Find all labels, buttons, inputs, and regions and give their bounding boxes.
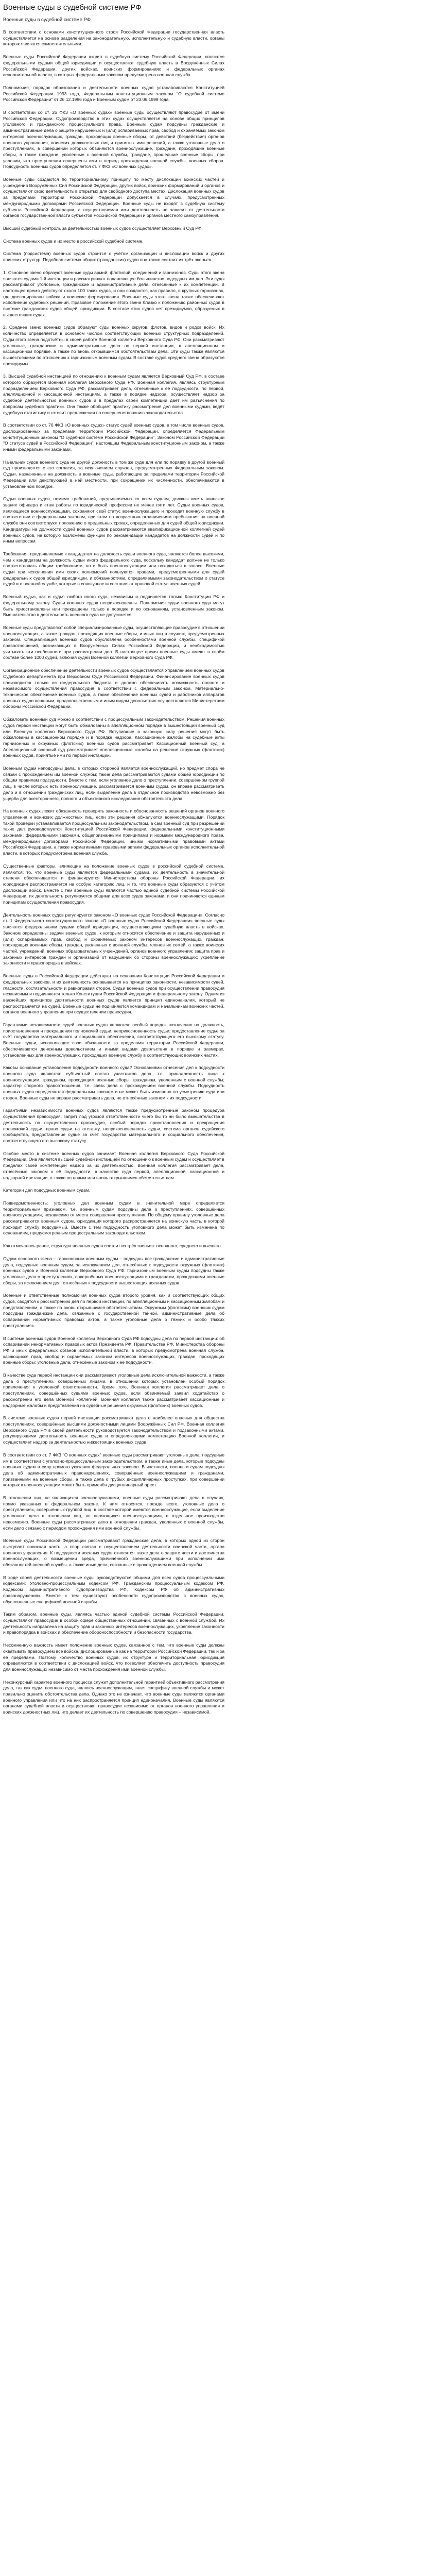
paragraph: 3. Высшей судебной инстанцией по отношению к военным судам является Верховный Суд РФ, в составе которого образуется Военная коллегия Верховного Суда РФ. Военная коллегия, являясь структурным подразделением Верховного Суда РФ, рассматривает дела, отнесённые к её подсудности, по первой, апелляционной и кассационной инстанциям, а также в порядке надзора, осуществляет надзор за судебной деятельностью военных судов и в пределах своей компетенции даёт им разъяснения по вопросам судебной практики. Она также обобщает практику рассмотрения дел военными судами, ведёт судебную статистику и готовит предложения по совершенствованию законодательства. <box>3 374 224 415</box>
paragraph: Высший судебный контроль за деятельностью военных судов осуществляет Верховный Суд РФ. <box>3 225 203 231</box>
paragraph: В ходе своей деятельности военные суды руководствуются общими для всех судов процессуальными кодексами: Уголовно-процессуальным кодексом РФ, Гражданским процессуальным кодексом РФ, Кодексом административного судопроизводства РФ, Кодексом РФ об административных правонарушениях. Вместе с тем существуют особенности судопроизводства в военных судах, обусловленные спецификой военной службы. <box>3 1574 224 1604</box>
paragraph: 2. Среднее звено военных судов образуют суды военных округов, флотов, видов и родов войск. Их количество определяется в основном числом соответствующих военных структурных подразделений. Суды этого звена подотчётны в своей работе Военной коллегии Верховного Суда РФ. Они рассматривают уголовные, гражданские и административные дела по первой инстанции, в апелляционном и кассационном порядке, а также по вновь открывшимся обстоятельствам дела. Эти суды также являются вышестоящими по отношению к гарнизонным военным судам. В составе судов среднего звена образуются президиумы. <box>3 325 224 366</box>
paragraph: 1. Основное звено образуют военные суды армий, флотилий, соединений и гарнизонов. Суды этого звена являются судами 1-й инстанции и рассматривают подавляющее большинство подсудных им дел. Эти суды рассматривают уголовные, гражданские и административные дела, отнесённые к их компетенции. В настоящее время действуют около 100 таких судов, и они создаются, как правило, в крупных гарнизонах, где дислоцированы войска и воинские формирования. Военные суды этого звена также обеспечивают исполнение судебных решений. Правовое положение этого звена близко к положению районных судов в системе гражданских судов общей юрисдикции. В составе этих судов нет президиумов, образуемых в вышестоящих судах. <box>3 269 224 317</box>
paragraph: В соответствии со ст. 7 ФКЗ "О военных судах" военные суды рассматривают уголовные дела, подсудные им в соответствии с уголовно-процессуальным законодательством, а также иные дела, которые подсудны военным судам в силу прямого указания федеральных законов. В частности, военным судам подсудны дела об административных правонарушениях, совершённых военнослужащими и гражданами, призванными на военные сборы, а также дела о грубых дисциплинарных проступках, при совершении которых к военнослужащим может быть применён дисциплинарный арест. <box>3 1452 224 1488</box>
paragraph: Военные суды Российской Федерации рассматривают гражданские дела, в которых одной из сторон выступает воинская часть, а спор связан с осуществлением деятельности воинской части, органа военного управления. К подсудности военных судов относятся также дела о защите чести и достоинства военнослужащих, о возмещении вреда, причинённого военнослужащими при исполнении ими обязанностей военной службы, а также иные дела, связанные с прохождением военной службы. <box>3 1538 224 1568</box>
paragraph: Полномочия, порядок образования и деятельности военных судов устанавливаются Конституцией Российской Федерации 1993 года, Федеральным конституционным законом "О судебной системе Российской Федерации" от 26.12.1996 года и Военным судом от 23.06.1999 года. <box>3 84 224 103</box>
paragraph: Судам основного звена – гарнизонным военным судам – подсудны все гражданские и административные дела, подсудные военным судам, за исключением дел, отнесённых к подсудности окружных (флотских) военных судов и Военной коллегии Верховного Суда РФ. Гарнизонным военным судам подсудны также уголовные дела о преступлениях, совершённых военнослужащими и гражданами, проходящими военные сборы, за исключением дел, отнесённых к подсудности вышестоящих военных судов. <box>3 1256 224 1285</box>
paragraph: Существенные факторы, влияющие на положение военных судов в российской судебной системе, являются: то, что военные суды являются федеральными судами, их деятельность в значительной степени обеспечивается и финансируется Министерством обороны Российской Федерации, их юрисдикция распространяется на особую категорию лиц, и то, что военные суды образуются с учётом дислокации войск. Вместе с тем военные суды являются частью единой судебной системы Российской Федерации, их деятельность регулируется общими для всех судов законами, и они подчиняются единым принципам осуществления правосудия. <box>3 863 224 905</box>
paragraph: Категории дел подсудных военным судам. <box>3 1188 91 1193</box>
paragraph: Судьи военных судов, помимо требований, предъявляемых ко всем судьям, должны иметь воинское звание офицера и стаж работы по юридической профессии не менее пяти лет. Судьи военных судов, являющиеся военнослужащими, сохраняют свой статус военнослужащего и проходят военную службу в соответствии с федеральным законом, при этом по возрастным ограничениям пребывания на военной службе они соответствуют положению о предельных сроках, определенных для судей общей юрисдикции. Кандидатуры на должности судей военных судов рассматриваются квалификационной коллегией судей военных судов, на которую возложены функции по рекомендации кандидатов на должности судей и по иным вопросам. <box>3 496 224 544</box>
paragraph: В качестве суда первой инстанции они рассматривают уголовные дела исключительной важности, а также дела о преступлениях, совершённых лицами, в отношении которых установлен особый порядок привлечения к уголовной ответственности. Кроме того, Военная коллегия рассматривает дела о преступлениях, совершённых судьями военных судов, если обвиняемый заявил ходатайство о рассмотрении его дела Военной коллегией. Военная коллегия также рассматривает кассационные и надзорные жалобы и представления на судебные решения окружных (флотских) военных судов. <box>3 1372 224 1408</box>
page-title: Военные суды в судебной системе РФ <box>3 3 142 12</box>
paragraph: Военные суды создаются по территориальному принципу по месту дислокации воинских частей и учреждений Вооружённых Сил Российской Федерации, других войск, воинских формирований и органов и осуществляют свою деятельность в открытых для свободного доступа местах. Дислокация военных судов за пределами территории Российской Федерации допускается в случаях, предусмотренных международными договорами Российской Федерации. Военные суды не входят в судебную систему субъекта Российской Федерации, а осуществляемая ими деятельность не зависит от деятельности органов государственной власти субъектов Российской Федерации и органов местного самоуправления. <box>3 177 224 218</box>
paragraph: Начальник судов военного суда не другой должность в том же суде для или по порядку в другой военный суд производятся с его согласия, за исключением случаев, предусмотренных Федеральным законом. Судьи, назначенные на должность в военные суды, работающие за пределами территории Российской Федерации или действующей в ней местности, при сокращении их численности, обеспечиваются в установленном порядке. <box>3 459 224 489</box>
paragraph: В соответствии со ст. 26 ФКЗ «О военных судах» военные суды осуществляют правосудие от имени Российской Федерации. Судопроизводство в этих судах осуществляется на основе общих принципов уголовного и гражданского процессуального права. Военным судам подсудны гражданские и административные дела о защите нарушенных и (или) оспариваемых прав, свобод и охраняемых законом интересов военнослужащих, граждан, проходящих военные сборы, от действий (бездействия) органов военного управления, воинских должностных лиц и принятых ими решений, а также уголовные дела о преступлениях, в совершении которых обвиняются военнослужащие, граждане, проходящие военные сборы, а также граждане, уволенные с военной службы, граждане, прошедшие военные сборы, при условии, что преступления совершены ими в период прохождения военной службы, военных сборов. Подсудность военных судов определяется ст. 7 ФКЗ «О военных судах». <box>3 110 224 170</box>
paragraph: В отношении лиц, не являющихся военнослужащими, военные суды рассматривают дела в случаях, прямо указанных в федеральном законе. К ним относятся, прежде всего, уголовные дела о преступлениях, совершённых группой лиц, в составе которой имеются военнослужащие, если выделение уголовного дела в отношении лиц, не являющихся военнослужащими, в отдельное производство невозможно. Военные суды рассматривают дела в отношении граждан, уволенных с военной службы, если дело связано с периодом прохождения ими военной службы. <box>3 1495 224 1531</box>
page-subtitle: Военные суды в судебной системе РФ <box>3 17 91 23</box>
paragraph: Военные суды Российской Федерации входят в судебную систему Российской Федерации, являются федеральными судами общей юрисдикции и осуществляют судебную власть в Вооружённых Силах Российской Федерации, других войсках, воинских формированиях и федеральных органах исполнительной власти, в которых федеральным законом предусмотрена военная служба. <box>3 54 224 78</box>
article-body <box>3 29 224 1716</box>
paragraph: В соответствии с основами конституционного строя Российской Федерации государственная власть осуществляется на основе разделения на законодательную, исполнительную и судебную власти, органы которых являются самостоятельными. <box>3 29 224 47</box>
paragraph: Военные суды представляют собой специализированные суды, осуществляющие правосудие в отношении военнослужащих, а также граждан, проходящих военные сборы, и иных лиц в случаях, предусмотренных законом. Специализация военных судов обусловлена особенностями военной службы, спецификой правоотношений, возникающих в Вооружённых Силах Российской Федерации, и необходимостью учитывать эти особенности при рассмотрении дел. В настоящее время военные суды имеют в своём составе более 1000 судей, включая судей Военной коллегии Верховного Суда РФ. <box>3 624 225 660</box>
paragraph: Подведомственность: уголовных дел военным судам в значительной мере определяется территориальным признаком, т.е. военным судам подсудны дела о преступлениях, совершённых военнослужащими, независимо от места совершения преступления. По общему правилу уголовные дела рассматриваются военным судом, юрисдикция которого распространяется на воинскую часть, в которой проходит службу подсудимый. Вместе с тем подсудность уголовного дела может быть изменена по основаниям, предусмотренным процессуальным законодательством. <box>3 1200 224 1236</box>
paragraph: Гарантиями независимости военных судов являются также предусмотренные законом процедура осуществления правосудия, запрет под угрозой ответственности чьего бы то ни было вмешательства в деятельность по осуществлению правосудия, особый порядок приостановления и прекращения полномочий судьи, право судьи на отставку, неприкосновенность судьи, система органов судейского сообщества, предоставление судье за счёт государства материального и социального обеспечения, соответствующего его высокому статусу. <box>3 1108 224 1143</box>
paragraph: В системе военных судов Военной коллегии Верховного Суда РФ подсудны дела по первой инстанции: об оспаривании ненормативных правовых актов Президента РФ, Правительства РФ, Министерства обороны РФ и иных федеральных органов исполнительной власти, в которых предусмотрена военная служба, касающихся прав, свобод и охраняемых законом интересов военнослужащих, граждан, проходящих военные сборы; уголовные дела, отнесённые законом к её подсудности. <box>3 1335 224 1365</box>
paragraph: Военный судья, как и судья любого иного суда, независим и подчиняется только Конституции РФ и федеральному закону. Судьи военных судов неприкосновенны. Полномочия судьи военного суда могут быть приостановлены или прекращены только в порядке и по основаниям, установленным законом. Вмешательство в деятельность военного суда не допускается. <box>3 594 224 618</box>
paragraph: Организационное обеспечение деятельности военных судов осуществляется Управлением военных судов Судебного департамента при Верховном Суде Российской Федерации. Финансирование военных судов производится только из федерального бюджета и должно обеспечивать возможность полного и независимого осуществления правосудия в соответствии с федеральным законом. Материально-техническое обеспечение военных судов, а также обеспечение военных судей и работников аппаратов военных судов вещевым, продовольственным и иным видам довольствия осуществляется Министерством обороны Российской Федерации. <box>3 668 224 709</box>
paragraph: Как отмечалось ранее, структура военных судов состоит из трёх звеньев: основного, среднего и высшего. <box>3 1243 222 1249</box>
paragraph: Требования, предъявляемые к кандидатам на должность судьи военного суда, являются более высокими, чем к кандидатам на должность судьи иного федерального суда, поскольку кандидат должен не только соответствовать общим требованиям, но и быть военнослужащим или находиться в запасе. Военные судьи при исполнении ими своих полномочий пользуются правами, предусмотренными для судей федеральных судов общей юрисдикции, и обязанностями, определяемыми законодательством о статусе судей и о военной службе, которые в совокупности составляют правовой статус военных судей. <box>3 551 224 587</box>
paragraph: Особое место в системе военных судов занимает Военная коллегия Верховного Суда Российской Федерации. Она является высшей судебной инстанцией по отношению к военным судам и осуществляет в пределах своей компетенции надзор за их деятельностью. Военная коллегия рассматривает дела, отнесённые законом к её подсудности, в качестве суда первой, апелляционной, кассационной и надзорной инстанции, а также по новым или вновь открывшимся обстоятельствам. <box>3 1150 224 1180</box>
paragraph: Каковы основания установления подсудности военного суда? Основаниями отнесения дел к подсудности военного суда являются: субъектный состав участников дела, т.е. принадлежность лица к военнослужащим, гражданам, проходящим военные сборы, гражданам, уволенным с военной службы; характер спорного правоотношения, т.е. связь дела с прохождением военной службы. Подсудность военных судов определяется федеральным законом и не может быть изменена по усмотрению суда или сторон. Военные суды не вправе рассматривать дела, не отнесённые законом к их подсудности. <box>3 1065 224 1100</box>
paragraph: Несомненную важность имеет положение военных судов, связанное с тем, что военные суды должны охватывать правосудием все войска, дислоцированные как на территории Российской Федерации, так и за её пределами. Поэтому количество военных судов, их структура и территориальная юрисдикция определяются в соответствии с дислокацией войск, что позволяет обеспечить доступность правосудия для военнослужащих независимо от места прохождения ими военной службы. <box>3 1642 224 1672</box>
article <box>3 3 224 1722</box>
paragraph: Обжаловать военный суд можно в соответствии с процессуальным законодательством. Решения военных судов первой инстанции могут быть обжалованы в апелляционном порядке в вышестоящий военный суд или Военную коллегию Верховного Суда РФ. Вступившие в законную силу решения могут быть обжалованы в кассационном порядке и в порядке надзора. Кассационные жалобы на судебные акты гарнизонных и окружных (флотских) военных судов рассматривает Кассационный военный суд, а Апелляционный военный суд рассматривает апелляционные жалобы на решения окружных (флотских) военных судов, принятые ими по первой инстанции. <box>3 717 224 758</box>
paragraph: Военные суды в Российской Федерации действуют на основании Конституции Российской Федерации и федеральных законов, и их деятельность основывается на принципах законности, независимости судей, гласности, состязательности и равноправия сторон. Судьи военных судов при осуществлении правосудия независимы и подчиняются только Конституции Российской Федерации и федеральному закону. Одним из важнейших принципов деятельности военных судов является принцип единоначалия, который не распространяется на судей. Военные судьи не подчиняются командирам и начальникам воинских частей, органов военного управления при осуществлении правосудия. <box>3 973 224 1015</box>
paragraph: На военных судах лежит обязанность проверять законность и обоснованность решений органов военного управления и воинских должностных лиц, если эти решения обжалуются военнослужащими. Порядок такой проверки устанавливается процессуальным законодательством, а сам военный суд при разрешении таких дел руководствуется Конституцией Российской Федерации, федеральными конституционными законами, федеральными законами, общепризнанными принципами и нормами международного права, международными договорами Российской Федерации, иными нормативными правовыми актами Российской Федерации, а также нормативными правовыми актами федеральных органов исполнительной власти, в которых предусмотрена военная служба. <box>3 808 224 856</box>
paragraph: Система военных судов и их место в российской судебной системе. <box>3 238 144 244</box>
paragraph: Деятельность военных судов регулируется законом «О военных судах Российской Федерации». Согласно ст. 1 Федерального конституционного закона «О военных судах Российской Федерации» военные суды являются федеральными судами общей юрисдикции, осуществляющими судебную власть в войсках. Законом определены задачи военных судов, к которым относятся обеспечение и защита нарушенных и (или) оспариваемых прав, свобод и охраняемых законом интересов военнослужащих, граждан, проходящих военные сборы, граждан, уволенных с военной службы, членов их семей, а также воинских частей, учреждений, военных образовательных учреждений, органов военного управления; защита прав и законных интересов граждан и организаций от нарушений со стороны военнослужащих; укрепление законности и правопорядка в войсках. <box>3 912 224 966</box>
paragraph: Военным судам неподсудны дела, в которых стороной является военнослужащий, но предмет спора не связан с прохождением им военной службы; такие дела рассматриваются судами общей юрисдикции по общим правилам подсудности. Вместе с тем, если уголовное дело о преступлении, совершённом группой лиц, в числе которых есть военнослужащие, рассматривается военным судом, он вправе рассматривать дело и в отношении гражданских лиц, если выделение дела в отдельное производство невозможно без ущерба для всестороннего, полного и объективного исследования обстоятельств дела. <box>3 766 224 801</box>
paragraph: В соответствии со ст. 76 ФКЗ «О военных судах» статус судей военных судов, в том числе военных судов, дислоцированных за пределами территории Российской Федерации, определяется Федеральным конституционным законом "О судебной системе Российской Федерации", Законом Российской Федерации "О статусе судей в Российской Федерации", настоящим Федеральным конституционным законом, а также иными федеральными законами. <box>3 422 224 452</box>
paragraph: Неконкурсный характер военного процесса служит дополнительной гарантией объективного рассмотрения дела, так как судья военного суда, являясь военнослужащим, знает специфику военной службы и может правильно оценить обстоятельства дела. Однако это не означает, что военные суды являются органами военного управления или что на них распространяется принцип единоначалия. Военные суды являются органами судебной власти и осуществляют правосудие независимо от органов военного управления и воинских должностных лиц, что делает их деятельность по совершению правосудия – независимой. <box>3 1679 224 1715</box>
paragraph: Таким образом, военные суды, являясь частью единой судебной системы Российской Федерации, осуществляют правосудие в особой сфере общественных отношений, связанных с военной службой. Их деятельность направлена на защиту прав и законных интересов военнослужащих, укрепление законности и правопорядка в войсках и обеспечение обороноспособности и безопасности государства. <box>3 1612 224 1635</box>
paragraph: Военные и ответственные полномочия военных судов второго уровня, как и соответствующих общих судов, сводятся к рассмотрению дел по первой инстанции, по апелляционным и кассационным жалобам и представлениям, а также по вновь открывшимся обстоятельствам. Окружным (флотским) военным судам подсудны гражданские дела, связанные с государственной тайной, административные дела об оспаривании нормативных правовых актов, а также уголовные дела о тяжких и особо тяжких преступлениях. <box>3 1293 224 1328</box>
paragraph: Система (подсистема) военных судов строится с учётом организации и дислокации войск и других воинских структур. Подобная система общих (гражданских) судов она также состоит из трёх звеньев. <box>3 251 224 263</box>
paragraph: В системе военных судов первой инстанции рассматривают дела о наиболее опасных для общества преступлениях, совершённых высшими должностными лицами Вооружённых Сил РФ. Военная коллегия Верховного Суда РФ в своей деятельности руководствуется законодательством и подзаконными актами, регулирующими деятельность военных судов и определяющими компетенцию Военной коллегии, и осуществляет надзор за деятельностью нижестоящих военных судов. <box>3 1415 224 1445</box>
paragraph: Гарантиями независимости судей военных судов являются: особый порядок назначения на должность, приостановления и прекращения полномочий судьи; неприкосновенность судьи; предоставление судье за счёт государства материального и социального обеспечения, соответствующего его высокому статусу. Военные судьи, исполняющие свои обязанности за пределами территории Российской Федерации, обеспечиваются денежным довольствием и иными видами довольствия в порядке и размерах, установленных для военнослужащих, проходящих военную службу в соответствующих воинских частях. <box>3 1022 224 1058</box>
